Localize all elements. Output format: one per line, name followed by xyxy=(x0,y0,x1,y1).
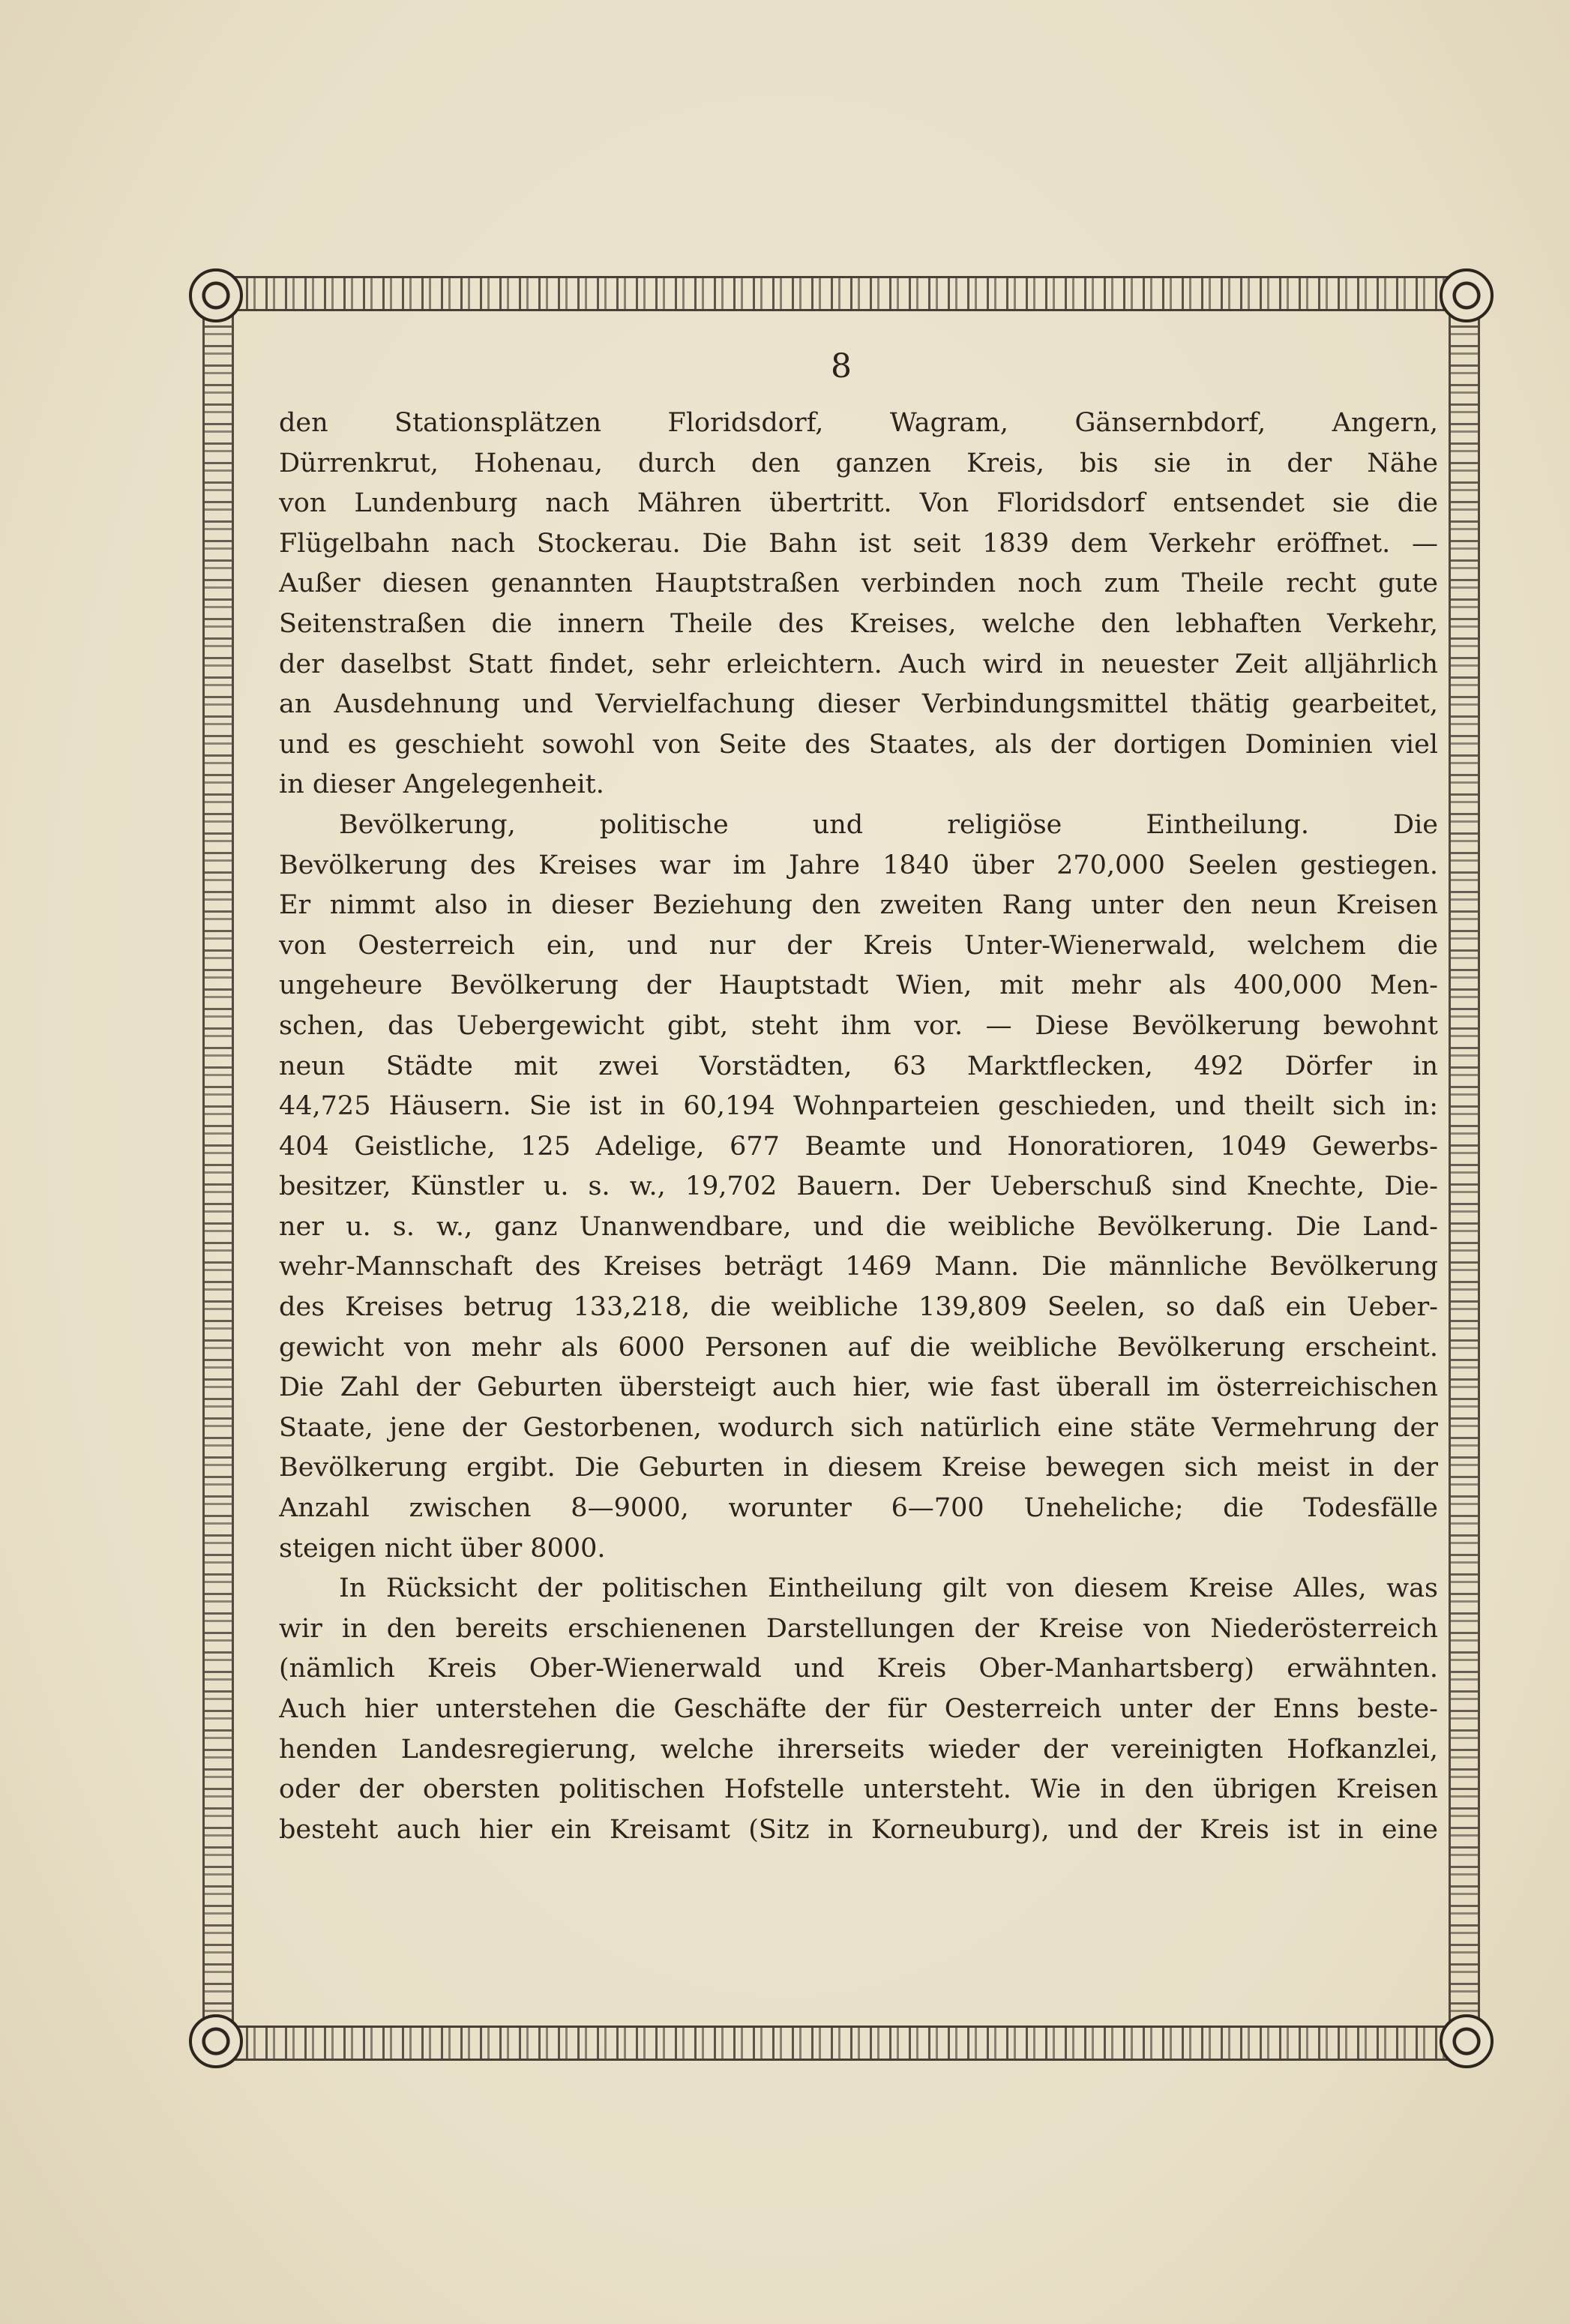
text-line: wehr-Mannschaft des Kreises beträgt 1469 Mann. Die männliche Bevölkerung xyxy=(279,1252,1438,1282)
ornamental-frame xyxy=(196,276,1486,2061)
text-line: besteht auch hier ein Kreisamt (Sitz in Korneuburg), und der Kreis ist in eine xyxy=(279,1814,1438,1845)
text-line: oder der obersten politischen Hofstelle untersteht. Wie in den übrigen Kreisen xyxy=(279,1774,1438,1805)
text-line: Anzahl zwischen 8—9000, worunter 6—700 Uneheliche; die Todesfälle xyxy=(279,1493,1438,1524)
text-line: henden Landesregierung, welche ihrerseits wieder der vereinigten Hofkanzlei, xyxy=(279,1734,1438,1765)
text-line: steigen nicht über 8000. xyxy=(279,1533,606,1564)
corner-ornament-icon xyxy=(1440,2014,1494,2068)
text-line: von Lundenburg nach Mähren übertritt. Von Floridsdorf entsendet sie die xyxy=(279,488,1438,519)
text-line: Auch hier unterstehen die Geschäfte der für Oesterreich unter der Enns beste- xyxy=(279,1694,1438,1724)
ornament-border-bottom xyxy=(226,2026,1456,2061)
text-line: (nämlich Kreis Ober-Wienerwald und Kreis Ober-Manhartsberg) erwähnten. xyxy=(279,1654,1438,1684)
text-line: wir in den bereits erschienenen Darstellungen der Kreise von Niederösterreich xyxy=(279,1613,1438,1644)
page-number: 8 xyxy=(831,347,852,385)
text-line: ungeheure Bevölkerung der Hauptstadt Wien, mit mehr als 400,000 Men- xyxy=(279,970,1438,1001)
text-line: Seitenstraßen die innern Theile des Kreises, welche den lebhaften Verkehr, xyxy=(279,608,1438,639)
text-line: der daselbst Statt findet, sehr erleichtern. Auch wird in neuester Zeit alljährlich xyxy=(279,649,1438,679)
text-line: ner u. s. w., ganz Unanwendbare, und die weibliche Bevölkerung. Die Land- xyxy=(279,1211,1438,1242)
text-line: Außer diesen genannten Hauptstraßen verbinden noch zum Theile recht gute xyxy=(279,568,1438,599)
text-line: Er nimmt also in dieser Beziehung den zweiten Rang unter den neun Kreisen xyxy=(279,890,1438,921)
text-line: in dieser Angelegenheit. xyxy=(279,769,604,800)
text-line: und es geschieht sowohl von Seite des Staates, als der dortigen Dominien viel xyxy=(279,729,1438,760)
text-line: an Ausdehnung und Vervielfachung dieser Verbindungsmittel thätig gearbeitet, xyxy=(279,689,1438,720)
section-heading-line: Bevölkerung, politische und religiöse Eintheilung. Die xyxy=(339,809,1438,840)
corner-ornament-icon xyxy=(1440,268,1494,322)
text-line: Staate, jene der Gestorbenen, wodurch sich natürlich eine stäte Vermehrung der xyxy=(279,1412,1438,1443)
text-line: Die Zahl der Geburten übersteigt auch hier, wie fast überall im österreichischen xyxy=(279,1372,1438,1403)
body-text xyxy=(279,403,1438,1850)
text-line: schen, das Uebergewicht gibt, steht ihm vor. — Diese Bevölkerung bewohnt xyxy=(279,1010,1438,1041)
text-line: von Oesterreich ein, und nur der Kreis Unter-Wienerwald, welchem die xyxy=(279,930,1438,961)
text-line: Bevölkerung ergibt. Die Geburten in diesem Kreise bewegen sich meist in der xyxy=(279,1453,1438,1483)
ornament-border-left xyxy=(202,306,234,2031)
text-line: 44,725 Häusern. Sie ist in 60,194 Wohnparteien geschieden, und theilt sich in: xyxy=(279,1091,1438,1122)
ornament-border-right xyxy=(1449,306,1480,2031)
corner-ornament-icon xyxy=(189,2014,243,2068)
text-line: gewicht von mehr als 6000 Personen auf die weibliche Bevölkerung erscheint. xyxy=(279,1332,1438,1363)
text-line: besitzer, Künstler u. s. w., 19,702 Bauern. Der Ueberschuß sind Knechte, Die- xyxy=(279,1171,1438,1202)
ornament-border-top xyxy=(226,276,1456,311)
text-line: Flügelbahn nach Stockerau. Die Bahn ist seit 1839 dem Verkehr eröffnet. — xyxy=(279,528,1438,559)
text-line: 404 Geistliche, 125 Adelige, 677 Beamte und Honoratioren, 1049 Gewerbs- xyxy=(279,1131,1438,1162)
text-line: den Stationsplätzen Floridsdorf, Wagram, Gänsernbdorf, Angern, xyxy=(279,408,1438,438)
text-line: des Kreises betrug 133,218, die weibliche 139,809 Seelen, so daß ein Ueber- xyxy=(279,1292,1438,1323)
text-line: In Rücksicht der politischen Eintheilung gilt von diesem Kreise Alles, was xyxy=(339,1573,1438,1604)
corner-ornament-icon xyxy=(189,268,243,322)
text-line: neun Städte mit zwei Vorstädten, 63 Marktflecken, 492 Dörfer in xyxy=(279,1051,1438,1081)
text-line: Dürrenkrut, Hohenau, durch den ganzen Kreis, bis sie in der Nähe xyxy=(279,448,1438,478)
text-line: Bevölkerung des Kreises war im Jahre 1840 über 270,000 Seelen gestiegen. xyxy=(279,850,1438,880)
